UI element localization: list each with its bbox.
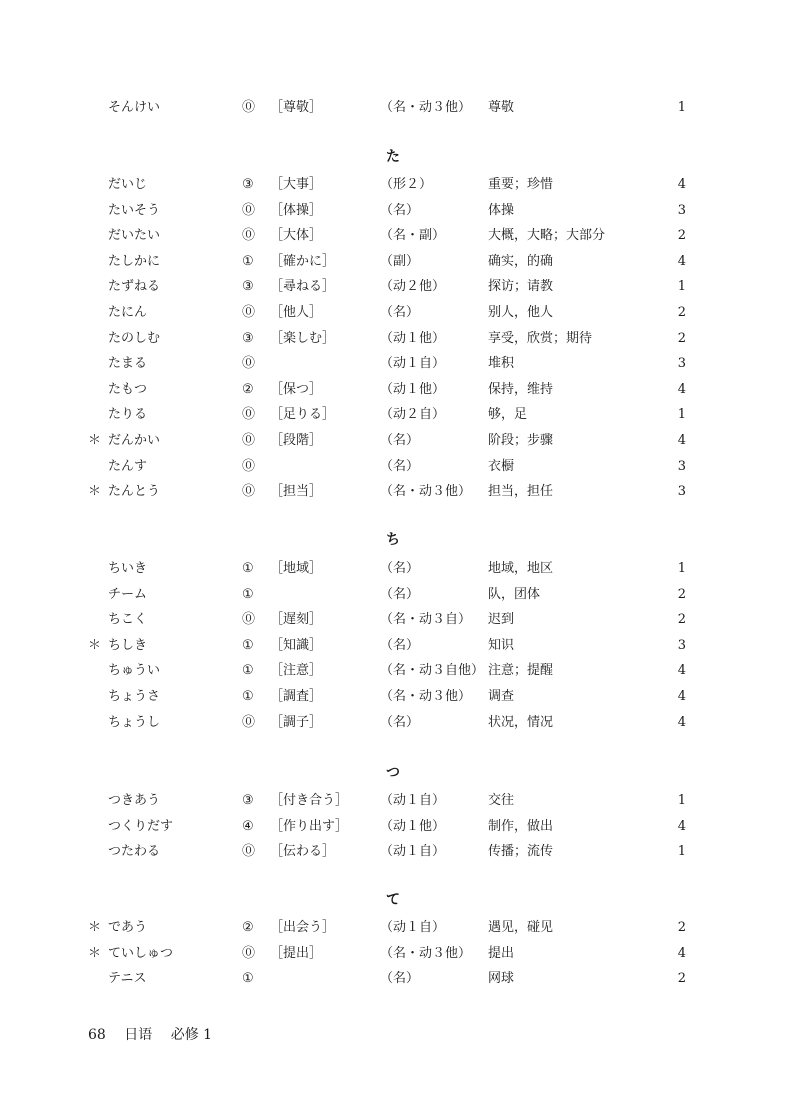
- section-heading: た: [386, 149, 400, 165]
- entry-meaning: 体操: [488, 202, 515, 218]
- entry-lesson: 2: [677, 920, 686, 935]
- vocab-entry: [0, 377, 800, 403]
- entry-reading: だいじ: [108, 177, 148, 192]
- entry-kanji: ［付き合う］: [270, 793, 349, 808]
- entry-part-of-speech: （名）: [380, 714, 420, 730]
- entry-meaning: 地域，地区: [488, 561, 554, 576]
- volume-label: 必修 1: [170, 1027, 213, 1043]
- entry-kanji: ［遅刻］: [270, 612, 323, 628]
- entry-kanji: ［出会う］: [270, 920, 336, 935]
- entry-part-of-speech: （动１自）: [380, 356, 446, 372]
- entry-kanji: ［体操］: [270, 202, 323, 218]
- entry-accent: ⓪: [242, 612, 256, 628]
- entry-part-of-speech: （副）: [380, 253, 420, 269]
- entry-lesson: 1: [677, 561, 686, 576]
- entry-part-of-speech: （名）: [380, 561, 420, 576]
- entry-reading: たずねる: [108, 279, 161, 295]
- entry-meaning: 衣橱: [488, 458, 515, 474]
- entry-reading: そんけい: [108, 100, 161, 115]
- entry-part-of-speech: （名）: [380, 637, 420, 653]
- section-heading: ち: [386, 532, 400, 548]
- entry-accent: ⓪: [242, 228, 256, 244]
- entry-meaning: 别人，他人: [488, 305, 554, 320]
- entry-meaning: 状况，情况: [488, 714, 554, 730]
- entry-lesson: 3: [677, 637, 686, 653]
- vocab-entry: [0, 402, 800, 428]
- entry-part-of-speech: （动２自）: [380, 407, 446, 423]
- entry-part-of-speech: （动１自）: [380, 793, 446, 808]
- entry-accent: ②: [242, 381, 254, 397]
- entry-part-of-speech: （名・动３他）: [380, 945, 472, 961]
- entry-reading: たにん: [108, 305, 148, 320]
- entry-meaning: 享受，欣赏；期待: [488, 330, 593, 346]
- entry-lesson: 2: [677, 612, 686, 628]
- vocab-entry: [0, 684, 800, 710]
- entry-accent: ③: [242, 330, 254, 346]
- vocab-entry: [0, 915, 800, 941]
- vocab-entry: [0, 428, 800, 454]
- entry-reading: ちこく: [108, 612, 148, 628]
- entry-meaning: 遇见，碰见: [488, 920, 554, 935]
- entry-lesson: 2: [677, 971, 686, 987]
- entry-meaning: 尊敬: [488, 100, 515, 115]
- star-marker: ＊: [88, 920, 102, 935]
- entry-reading: ちいき: [108, 561, 148, 576]
- entry-lesson: 4: [677, 253, 686, 269]
- vocab-entry: [0, 607, 800, 633]
- entry-part-of-speech: （形２）: [380, 177, 433, 192]
- entry-lesson: 4: [677, 433, 686, 448]
- entry-lesson: 4: [677, 663, 686, 679]
- entry-kanji: ［地域］: [270, 561, 323, 576]
- vocab-entry: [0, 454, 800, 480]
- entry-kanji: ［足りる］: [270, 407, 336, 423]
- entry-reading: たもつ: [108, 381, 148, 397]
- entry-part-of-speech: （名・动３自他）: [380, 663, 485, 679]
- entry-lesson: 1: [677, 100, 686, 115]
- entry-meaning: 迟到: [488, 612, 515, 628]
- vocab-entry: [0, 274, 800, 300]
- entry-meaning: 队，团体: [488, 586, 541, 602]
- vocab-entry: [0, 95, 800, 121]
- entry-part-of-speech: （动２他）: [380, 279, 446, 295]
- entry-meaning: 大概，大略；大部分: [488, 228, 606, 244]
- entry-reading: だんかい: [108, 433, 161, 448]
- entry-accent: ①: [242, 663, 254, 679]
- vocab-entry: [0, 479, 800, 505]
- entry-lesson: 1: [677, 407, 686, 423]
- entry-part-of-speech: （动１他）: [380, 818, 446, 834]
- entry-accent: ①: [242, 637, 254, 653]
- vocab-entry: [0, 556, 800, 582]
- entry-lesson: 3: [677, 356, 686, 372]
- entry-meaning: 注意；提醒: [488, 663, 554, 679]
- entry-accent: ①: [242, 586, 254, 602]
- entry-accent: ⓪: [242, 202, 256, 218]
- entry-reading: テニス: [108, 971, 147, 987]
- entry-lesson: 2: [677, 330, 686, 346]
- entry-accent: ④: [242, 818, 254, 834]
- entry-meaning: 保持，维持: [488, 381, 554, 397]
- entry-lesson: 4: [677, 714, 686, 730]
- star-marker: ＊: [88, 484, 102, 500]
- vocab-entry: [0, 941, 800, 967]
- entry-lesson: 3: [677, 202, 686, 218]
- section-heading: て: [386, 892, 400, 908]
- entry-reading: ちしき: [108, 637, 148, 653]
- entry-lesson: 1: [677, 844, 686, 860]
- entry-lesson: 2: [677, 305, 686, 320]
- entry-kanji: ［調子］: [270, 714, 323, 730]
- entry-meaning: 探访；请教: [488, 279, 554, 295]
- entry-lesson: 1: [677, 793, 686, 808]
- entry-lesson: 2: [677, 586, 686, 602]
- entry-accent: ③: [242, 793, 254, 808]
- entry-accent: ①: [242, 689, 254, 704]
- entry-accent: ①: [242, 561, 254, 576]
- vocab-entry: [0, 249, 800, 275]
- entry-accent: ⓪: [242, 484, 256, 500]
- entry-accent: ⓪: [242, 458, 256, 474]
- entry-reading: つくりだす: [108, 818, 174, 834]
- entry-accent: ⓪: [242, 945, 256, 961]
- entry-meaning: 提出: [488, 945, 515, 961]
- entry-kanji: ［他人］: [270, 305, 323, 320]
- entry-accent: ①: [242, 253, 254, 269]
- entry-kanji: ［大体］: [270, 228, 323, 244]
- entry-part-of-speech: （名・动３他）: [380, 100, 472, 115]
- entry-accent: ⓪: [242, 356, 256, 372]
- entry-part-of-speech: （名・动３他）: [380, 484, 472, 500]
- vocab-entry: [0, 966, 800, 992]
- entry-kanji: ［調査］: [270, 689, 323, 704]
- entry-part-of-speech: （名・副）: [380, 228, 446, 244]
- entry-kanji: ［提出］: [270, 945, 323, 961]
- entry-accent: ⓪: [242, 305, 256, 320]
- entry-part-of-speech: （名・动３他）: [380, 689, 472, 704]
- entry-part-of-speech: （名・动３自）: [380, 612, 472, 628]
- section-heading: つ: [386, 765, 400, 781]
- entry-kanji: ［作り出す］: [270, 818, 349, 834]
- entry-kanji: ［楽しむ］: [270, 330, 336, 346]
- vocab-entry: [0, 223, 800, 249]
- star-marker: ＊: [88, 945, 102, 961]
- entry-kanji: ［段階］: [270, 433, 323, 448]
- vocab-entry: [0, 326, 800, 352]
- entry-part-of-speech: （动１自）: [380, 844, 446, 860]
- entry-lesson: 4: [677, 818, 686, 834]
- entry-lesson: 2: [677, 228, 686, 244]
- entry-part-of-speech: （名）: [380, 433, 420, 448]
- entry-meaning: 交往: [488, 793, 515, 808]
- entry-part-of-speech: （动１自）: [380, 920, 446, 935]
- entry-lesson: 3: [677, 484, 686, 500]
- vocab-entry: [0, 633, 800, 659]
- entry-part-of-speech: （名）: [380, 458, 420, 474]
- entry-accent: ②: [242, 920, 254, 935]
- entry-accent: ⓪: [242, 714, 256, 730]
- vocab-entry: [0, 658, 800, 684]
- entry-meaning: 确实，的确: [488, 253, 554, 269]
- entry-lesson: 3: [677, 458, 686, 474]
- entry-meaning: 调查: [488, 689, 515, 704]
- entry-meaning: 传播；流传: [488, 844, 554, 860]
- entry-accent: ⓪: [242, 100, 256, 115]
- entry-accent: ③: [242, 279, 254, 295]
- entry-accent: ⓪: [242, 407, 256, 423]
- entry-reading: チーム: [108, 586, 148, 602]
- vocab-entry: [0, 172, 800, 198]
- page-number: 68: [88, 1027, 106, 1043]
- entry-reading: だいたい: [108, 228, 161, 244]
- entry-kanji: ［伝わる］: [270, 844, 336, 860]
- entry-part-of-speech: （动１他）: [380, 381, 446, 397]
- entry-part-of-speech: （名）: [380, 586, 420, 602]
- entry-reading: つきあう: [108, 793, 161, 808]
- entry-reading: つたわる: [108, 844, 161, 860]
- entry-reading: たんす: [108, 458, 148, 474]
- entry-meaning: 够，足: [488, 407, 528, 423]
- vocab-entry: [0, 582, 800, 608]
- entry-reading: ちょうさ: [108, 689, 161, 704]
- entry-kanji: ［尊敬］: [270, 100, 323, 115]
- book-title: 日语: [124, 1027, 153, 1043]
- entry-reading: たまる: [108, 356, 148, 372]
- entry-kanji: ［大事］: [270, 177, 323, 192]
- star-marker: ＊: [88, 433, 102, 448]
- entry-reading: ちゅうい: [108, 663, 161, 679]
- entry-meaning: 担当，担任: [488, 484, 554, 500]
- page-footer: [88, 1024, 226, 1044]
- entry-kanji: ［確かに］: [270, 253, 336, 269]
- entry-meaning: 知识: [488, 637, 515, 653]
- entry-lesson: 4: [677, 381, 686, 397]
- vocab-entry: [0, 351, 800, 377]
- star-marker: ＊: [88, 637, 102, 653]
- entry-meaning: 重要；珍惜: [488, 177, 554, 192]
- entry-reading: たいそう: [108, 202, 161, 218]
- entry-part-of-speech: （名）: [380, 202, 420, 218]
- entry-part-of-speech: （名）: [380, 971, 420, 987]
- vocab-entry: [0, 710, 800, 736]
- entry-lesson: 4: [677, 689, 686, 704]
- entry-meaning: 堆积: [488, 356, 515, 372]
- entry-reading: ちょうし: [108, 714, 161, 730]
- entry-reading: ていしゅつ: [108, 945, 174, 961]
- entry-accent: ①: [242, 971, 254, 987]
- entry-meaning: 网球: [488, 971, 515, 987]
- entry-accent: ⓪: [242, 844, 256, 860]
- entry-part-of-speech: （名）: [380, 305, 420, 320]
- entry-reading: たんとう: [108, 484, 161, 500]
- entry-lesson: 4: [677, 945, 686, 961]
- entry-kanji: ［知識］: [270, 637, 323, 653]
- vocab-entry: [0, 839, 800, 865]
- entry-reading: であう: [108, 920, 148, 935]
- entry-meaning: 制作，做出: [488, 818, 554, 834]
- entry-accent: ③: [242, 177, 254, 192]
- vocab-entry: [0, 300, 800, 326]
- entry-meaning: 阶段；步骤: [488, 433, 554, 448]
- entry-kanji: ［尋ねる］: [270, 279, 336, 295]
- entry-reading: たのしむ: [108, 330, 161, 346]
- entry-kanji: ［保つ］: [270, 381, 323, 397]
- entry-kanji: ［担当］: [270, 484, 323, 500]
- vocab-entry: [0, 814, 800, 840]
- entry-reading: たりる: [108, 407, 148, 423]
- entry-accent: ⓪: [242, 433, 256, 448]
- entry-reading: たしかに: [108, 253, 161, 269]
- entry-lesson: 4: [677, 177, 686, 192]
- entry-kanji: ［注意］: [270, 663, 323, 679]
- entry-lesson: 1: [677, 279, 686, 295]
- vocab-entry: [0, 198, 800, 224]
- entry-part-of-speech: （动１他）: [380, 330, 446, 346]
- vocab-entry: [0, 788, 800, 814]
